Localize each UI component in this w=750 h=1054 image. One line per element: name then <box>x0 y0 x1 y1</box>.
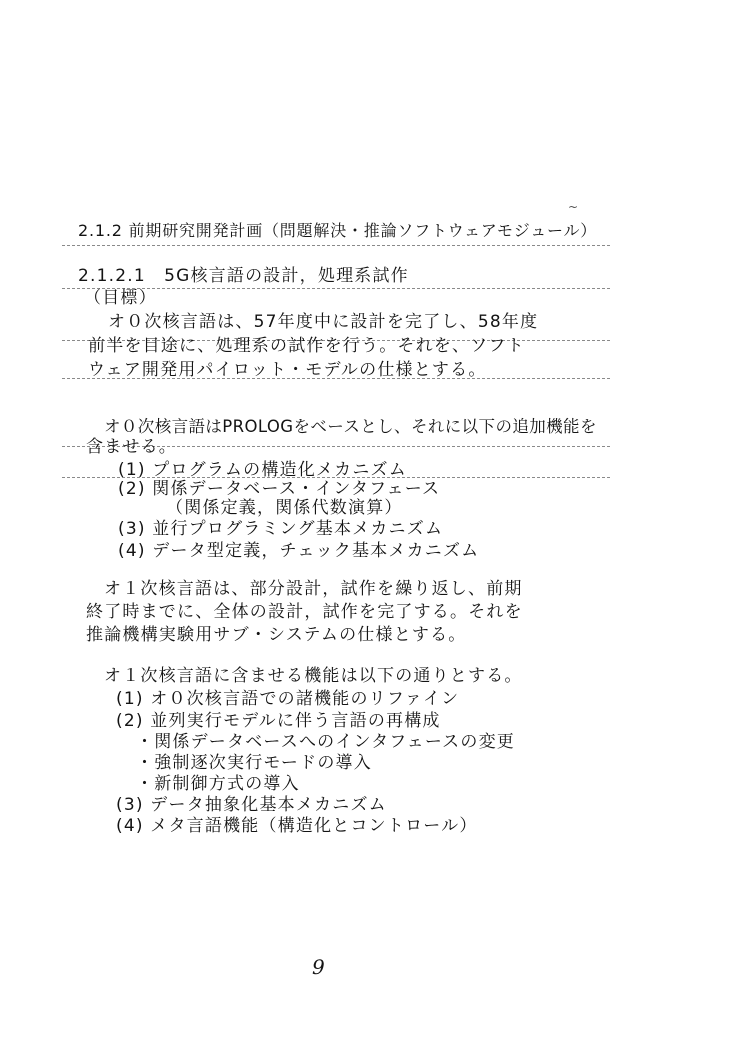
first-order-feature-2-bullet-1: ・関係データベースへのインタフェースの変更 <box>136 732 515 752</box>
zero-order-intro-line-1: オ０次核言語はPROLOGをベースとし、それに以下の追加機能を <box>104 417 597 436</box>
first-order-feature-2: (2) 並列実行モデルに伴う言語の再構成 <box>116 711 441 731</box>
first-order-para-line-1: オ１次核言語は、部分設計，試作を繰り返し、前期 <box>104 579 523 599</box>
zero-order-item-2: (2) 関係データベース・インタフェース <box>118 479 441 499</box>
first-order-para-line-3: 推論機構実験用サブ・システムの仕様とする。 <box>86 625 467 645</box>
zero-order-item-3: (3) 並行プログラミング基本メカニズム <box>118 519 444 539</box>
first-order-feature-2-bullet-3: ・新制御方式の導入 <box>136 774 300 794</box>
zero-order-item-1: (1) プログラムの構造化メカニズム <box>118 460 407 480</box>
zero-order-item-2-detail: （関係定義，関係代数演算） <box>166 498 403 518</box>
goal-line-1: オ０次核言語は、57年度中に設計を完了し、58年度 <box>108 312 539 332</box>
section-heading: 2.1.2 前期研究開発計画（問題解決・推論ソフトウェアモジュール） <box>78 221 598 240</box>
zero-order-item-4: (4) データ型定義，チェック基本メカニズム <box>118 541 480 561</box>
page-number: 9 <box>312 955 325 979</box>
first-order-para-line-2: 終了時までに、全体の設計，試作を完了する。それを <box>86 602 523 622</box>
goal-label: （目標） <box>84 288 157 308</box>
first-order-feature-2-bullet-2: ・強制逐次実行モードの導入 <box>136 753 372 773</box>
pencil-mark: ~ <box>568 200 579 214</box>
subsection-heading: 2.1.2.1 5G核言語の設計，処理系試作 <box>78 266 409 286</box>
first-order-features-intro: オ１次核言語に含ませる機能は以下の通りとする。 <box>104 666 523 686</box>
zero-order-intro-line-2: 含ませる。 <box>86 437 177 457</box>
ruled-line <box>62 245 610 246</box>
goal-line-2: 前半を目途に、処理系の試作を行う。それを、ソフト <box>88 336 525 356</box>
goal-line-3: ウェア開発用パイロット・モデルの仕様とする。 <box>88 360 487 380</box>
first-order-feature-3: (3) データ抽象化基本メカニズム <box>116 795 387 815</box>
first-order-feature-1: (1) オ０次核言語での諸機能のリファイン <box>116 689 460 709</box>
first-order-feature-4: (4) メタ言語機能（構造化とコントロール） <box>116 816 478 836</box>
